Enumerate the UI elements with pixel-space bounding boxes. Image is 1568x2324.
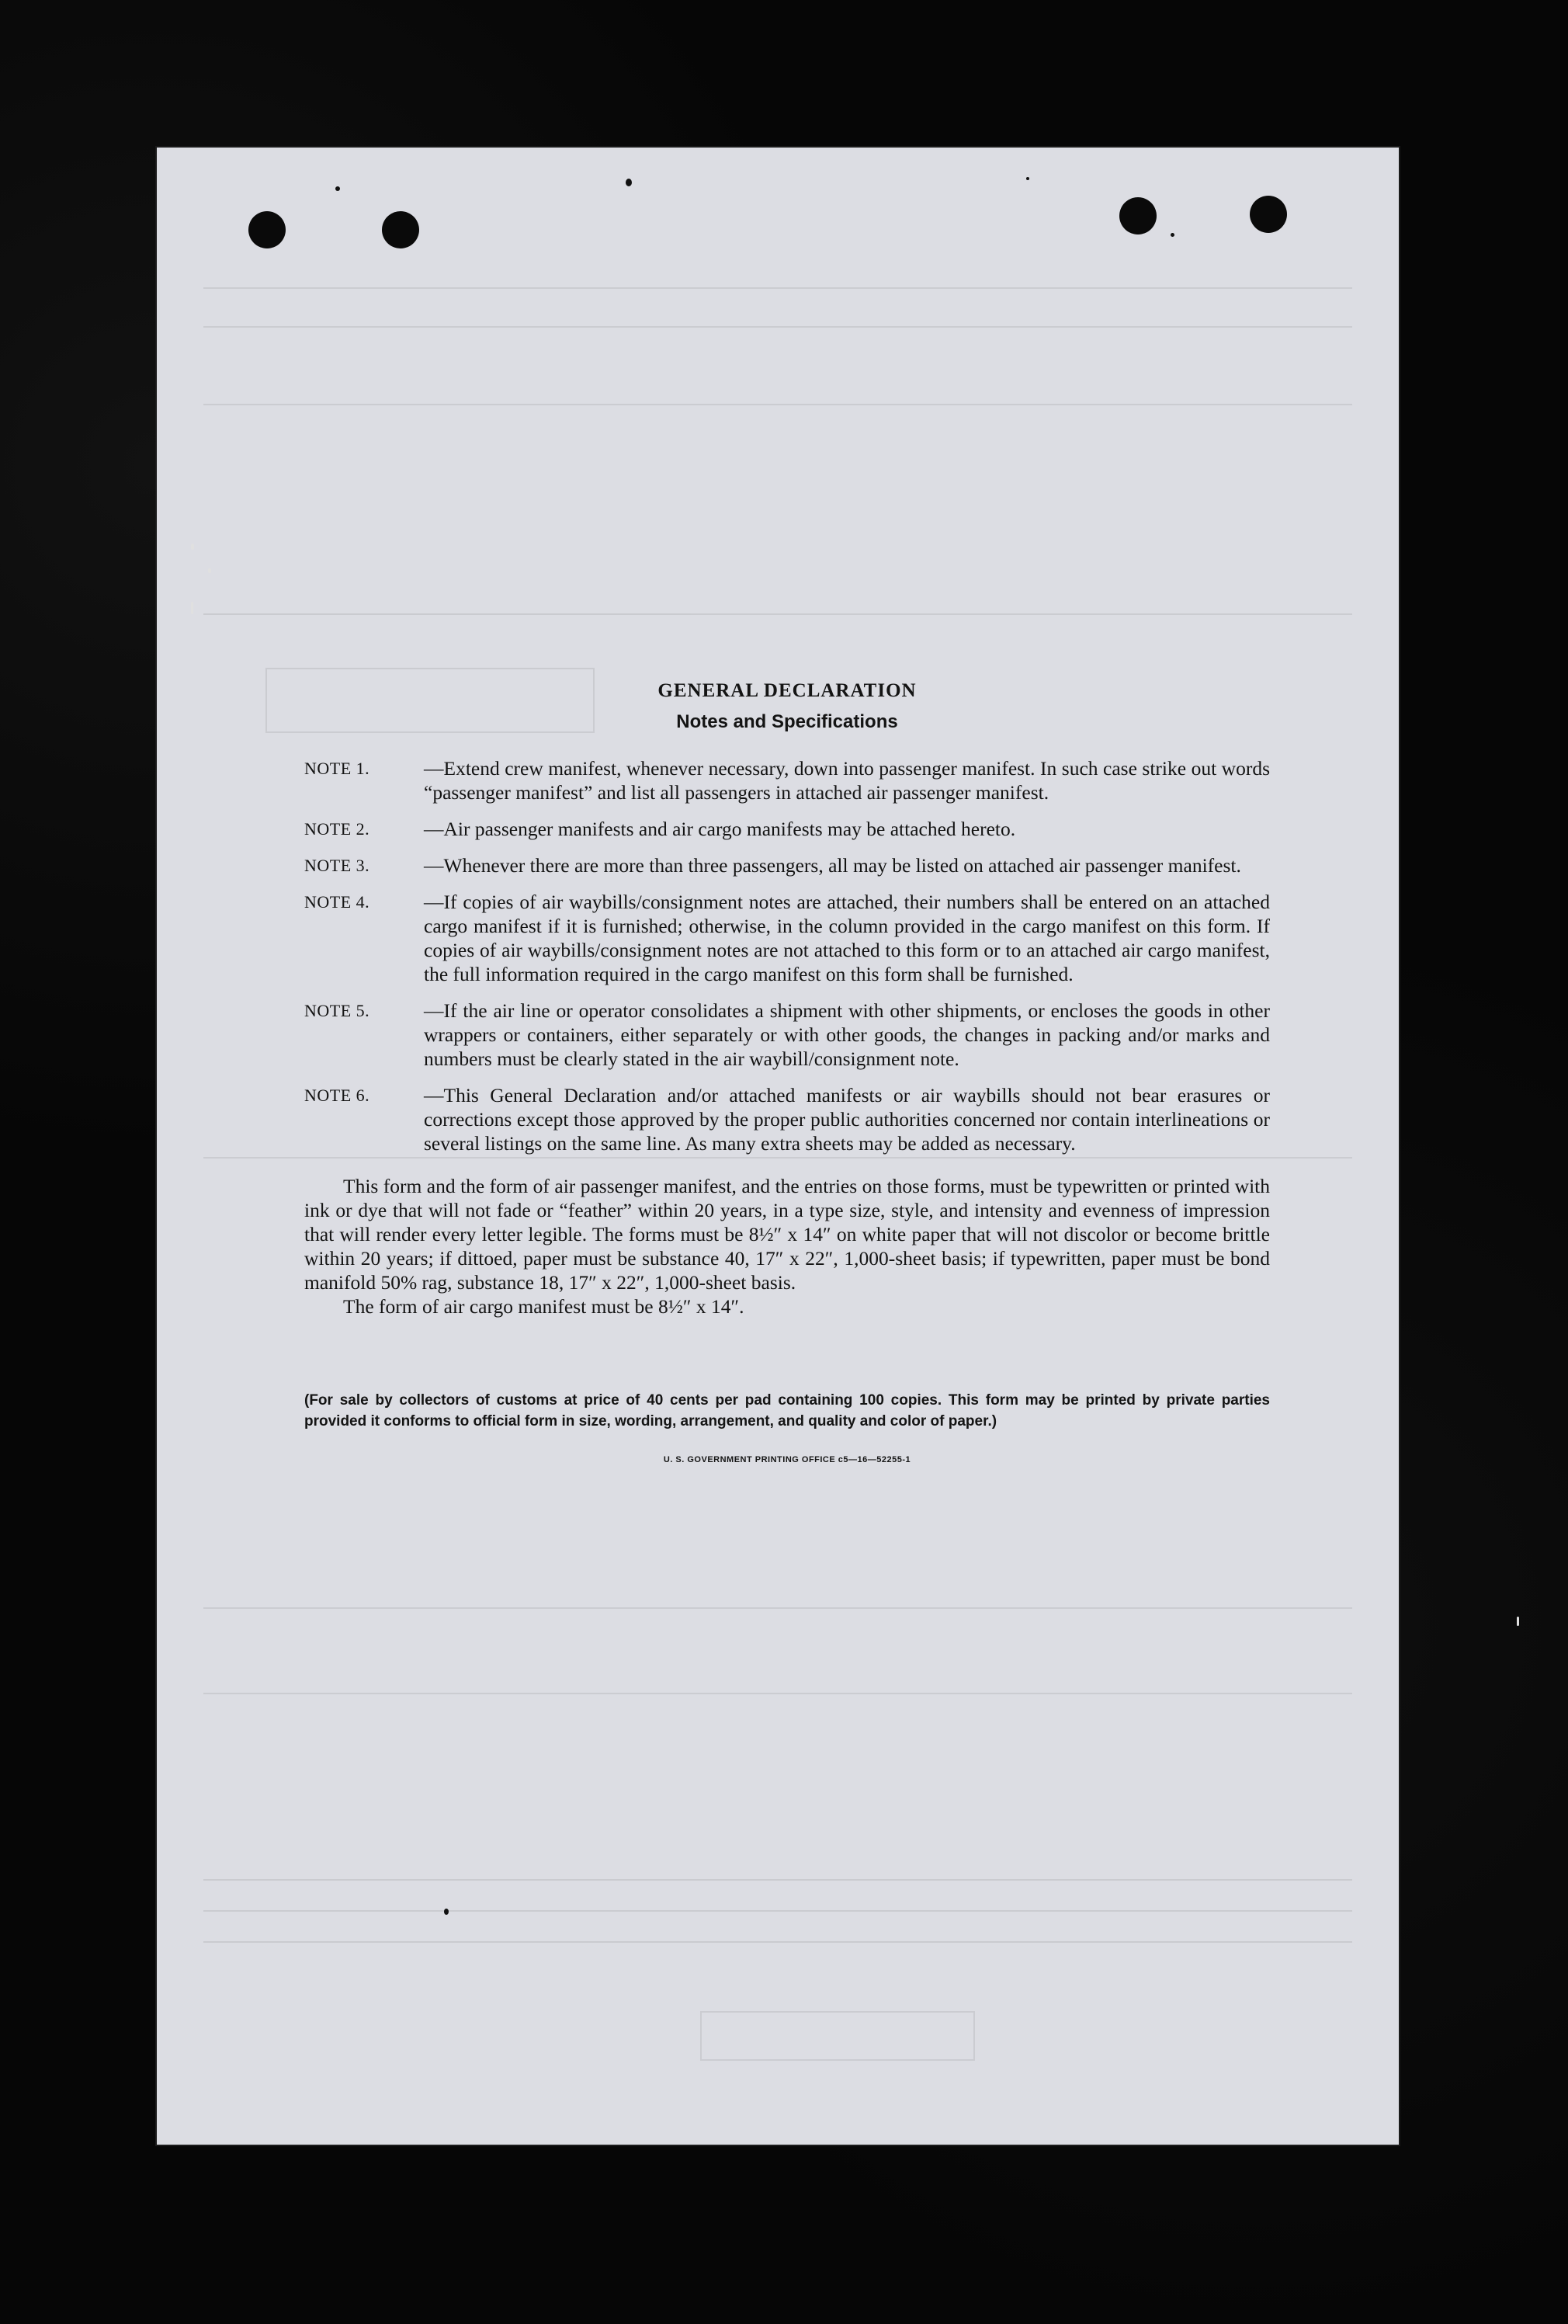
- document-subtitle: Notes and Specifications: [676, 711, 898, 732]
- punch-hole: [382, 211, 419, 248]
- punch-hole: [1119, 197, 1157, 234]
- document-title: GENERAL DECLARATION: [657, 680, 917, 701]
- scan-mark: [191, 602, 193, 614]
- sale-notice: (For sale by collectors of customs at price of 40 cents per pad containing 100 copies. This form may be printed by private parties provided it conforms to official form in size, wording, arrangement, and quality and color of paper.): [304, 1392, 1270, 1429]
- note-text: —If copies of air waybills/consignment notes are attached, their numbers shall be entered on an attached cargo manifest if it is furnished; otherwise, in the column provided in the cargo manifest on this form. If copies of air waybills/consignment notes are not attached to this form or to an attached air cargo manifest, the full information required in the cargo manifest on this form shall be furnished.: [424, 891, 1270, 985]
- note-label: NOTE 4.: [304, 892, 370, 912]
- printer-line: U. S. GOVERNMENT PRINTING OFFICE c5—16—52255-1: [663, 1455, 911, 1464]
- note-text: —If the air line or operator consolidates a shipment with other shipments, or encloses the goods in other wrappers or containers, either separately or with other goods, the changes in packing and/or marks and numbers must be clearly stated in the air waybill/consignment note.: [424, 999, 1270, 1070]
- scan-mark: [191, 544, 194, 550]
- note-6: [304, 1083, 1270, 1155]
- note-5: [304, 999, 1270, 1071]
- note-label: NOTE 1.: [304, 759, 370, 778]
- note-1: [304, 756, 1270, 804]
- note-label: NOTE 3.: [304, 856, 370, 875]
- scan-mark: [1517, 1617, 1519, 1626]
- note-text: —Extend crew manifest, whenever necessary, down into passenger manifest. In such case strike out words “passenger manifest” and list all passengers in attached air passenger manifest.: [424, 757, 1270, 804]
- note-text: —Air passenger manifests and air cargo manifests may be attached hereto.: [424, 818, 1016, 840]
- note-4: [304, 890, 1270, 986]
- note-label: NOTE 5.: [304, 1001, 370, 1020]
- specification-paragraph: This form and the form of air passenger manifest, and the entries on those forms, must be typewritten or printed with ink or dye that will not fade or “feather” within 20 years, in a type size, style, and intensity and evenness of impression that will render every letter legible. The forms must be 8½″ x 14″ on white paper that will not discolor or become brittle within 20 years; if dittoed, paper must be substance 40, 17″ x 22″, 1,000-sheet basis; if typewritten, paper must be bond manifold 50% rag, substance 18, 17″ x 22″, 1,000-sheet basis.: [304, 1175, 1270, 1294]
- note-text: —This General Declaration and/or attached manifests or air waybills should not bear erasures or corrections except those approved by the proper public authorities concerned nor contain interlineations or several listings on the same line. As many extra sheets may be added as necessary.: [424, 1084, 1270, 1155]
- scan-mark: [208, 568, 211, 573]
- note-label: NOTE 2.: [304, 819, 370, 839]
- punch-hole: [248, 211, 286, 248]
- document-body: [304, 680, 1270, 1464]
- note-label: NOTE 6.: [304, 1086, 370, 1105]
- note-2: [304, 817, 1270, 841]
- note-3: [304, 853, 1270, 877]
- punch-hole: [1250, 196, 1287, 233]
- note-text: —Whenever there are more than three passengers, all may be listed on attached air passenger manifest.: [424, 854, 1241, 877]
- specification-paragraph-end: The form of air cargo manifest must be 8½″ x 14″.: [343, 1295, 744, 1318]
- document-page: [157, 148, 1399, 2145]
